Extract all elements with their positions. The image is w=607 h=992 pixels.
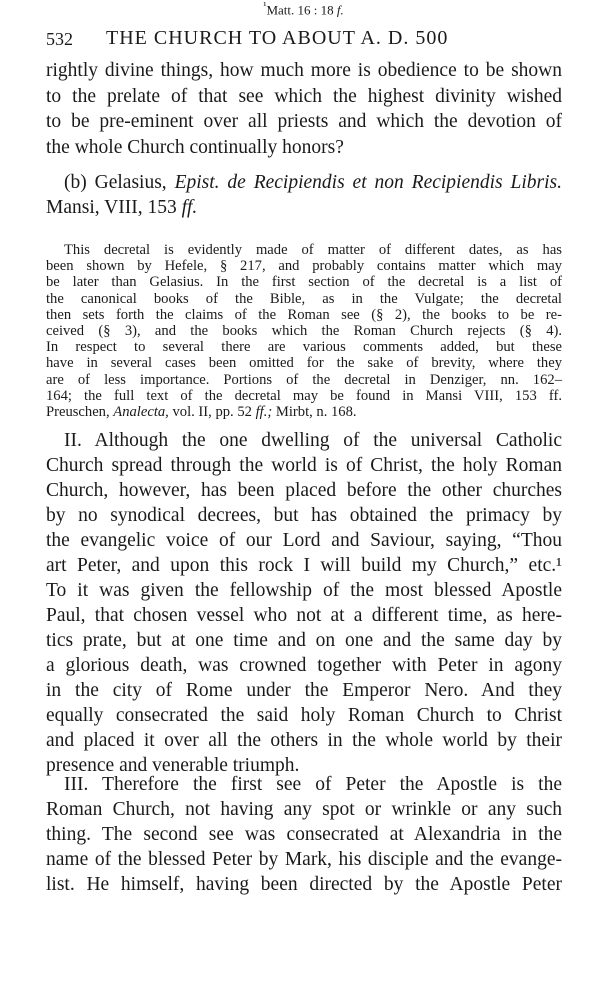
text-line: thing. The second see was consecrated at Alexandria in the	[46, 824, 562, 845]
text-line: Church, however, has been placed before the other churches	[46, 480, 562, 501]
text-line: have in several cases been omitted for the sake of brevity, where they	[46, 355, 562, 372]
text-line: Paul, that chosen vessel who not at a different time, as here-	[46, 605, 562, 626]
footnote-text: Matt. 16 : 18	[266, 2, 334, 18]
note-fragment: Mirbt, n. 168.	[275, 404, 357, 421]
footnote-mark: ¹	[263, 0, 267, 12]
paragraph-ii	[46, 428, 562, 778]
text-line: by no synodical decrees, but has obtained the primacy by	[46, 505, 562, 526]
text-line: ceived (§ 3), and the books which the Roman Church rejects (§ 4).	[46, 323, 562, 340]
text-line: This decretal is evidently made of matter of different dates, as has	[64, 242, 562, 258]
text-line: Roman Church, not having any spot or wrinkle or any such	[46, 799, 562, 820]
text-line	[46, 404, 562, 420]
source-citation	[46, 170, 562, 220]
note-fragment: vol. II, pp. 52	[172, 404, 252, 421]
text-line: to the prelate of that see which the highest divinity wished	[46, 85, 562, 107]
text-line: then sets forth the claims of the Roman see (§ 2), the books to be re-	[46, 306, 562, 323]
text-line: rightly divine things, how much more is obedience to be shown	[46, 60, 562, 81]
text-line: the evangelic voice of our Lord and Saviour, saying, “Thou	[46, 530, 562, 551]
running-title: THE CHURCH TO ABOUT A. D. 500	[106, 27, 449, 49]
text-line: tics prate, but at one time and on one and the same day by	[46, 630, 562, 651]
text-line: the whole Church continually honors?	[46, 136, 344, 158]
text-line: Church spread through the world is of Christ, the holy Roman	[46, 455, 562, 476]
text-line: equally consecrated the said holy Roman Church to Christ	[46, 705, 562, 726]
text-line: 164; the full text of the decretal may be found in Mansi VIII, 153 ff.	[46, 387, 562, 404]
text-line: To it was given the fellowship of the most blessed Apostle	[46, 580, 562, 601]
paragraph-iii	[46, 772, 562, 897]
source-author: Gelasius,	[94, 172, 167, 193]
note-fragment: Preuschen,	[46, 404, 110, 421]
page-number: 532	[46, 29, 73, 49]
text-line: name of the blessed Peter by Mark, his disciple and the evange-	[46, 849, 562, 870]
text-line: art Peter, and upon this rock I will build my Church,” etc.¹	[46, 555, 562, 576]
text-line: in the city of Rome under the Emperor Nero. And they	[46, 680, 562, 701]
footnote	[0, 0, 607, 18]
source-title: Epist. de Recipiendis et non Recipiendis Libris.	[174, 172, 563, 193]
text-line: be later than Gelasius. In the first section of the decretal is a list of	[46, 274, 562, 291]
text-line: II. Although the one dwelling of the universal Catholic	[64, 430, 562, 451]
source-label: (b)	[64, 172, 87, 193]
note-fragment: ff.;	[255, 404, 273, 421]
text-line: to be pre-eminent over all priests and which the devotion of	[46, 111, 562, 132]
note-fragment: Analecta,	[113, 404, 169, 421]
text-line: are of less importance. Portions of the decretal in Denziger, nn. 162–	[46, 371, 562, 388]
editorial-note	[46, 242, 562, 420]
text-line: presence and venerable triumph.	[46, 755, 300, 776]
text-line: been shown by Hefele, § 217, and probably contains matter which may	[46, 258, 562, 275]
text-line: and placed it over all the others in the whole world by their	[46, 730, 562, 751]
paragraph-continued	[46, 58, 562, 160]
source-ref: Mansi, VIII, 153	[46, 197, 177, 218]
footnote-f: f.	[336, 2, 344, 18]
text-line: the canonical books of the Bible, as in the Vulgate; the decretal	[46, 290, 562, 307]
text-line: a glorious death, was crowned together with Peter in agony	[46, 655, 562, 676]
text-line: In respect to several there are various comments added, but these	[46, 339, 562, 356]
source-ff: ff.	[181, 197, 198, 218]
text-line: III. Therefore the first see of Peter the Apostle is the	[64, 774, 562, 795]
text-line: list. He himself, having been directed by the Apostle Peter	[46, 874, 562, 895]
